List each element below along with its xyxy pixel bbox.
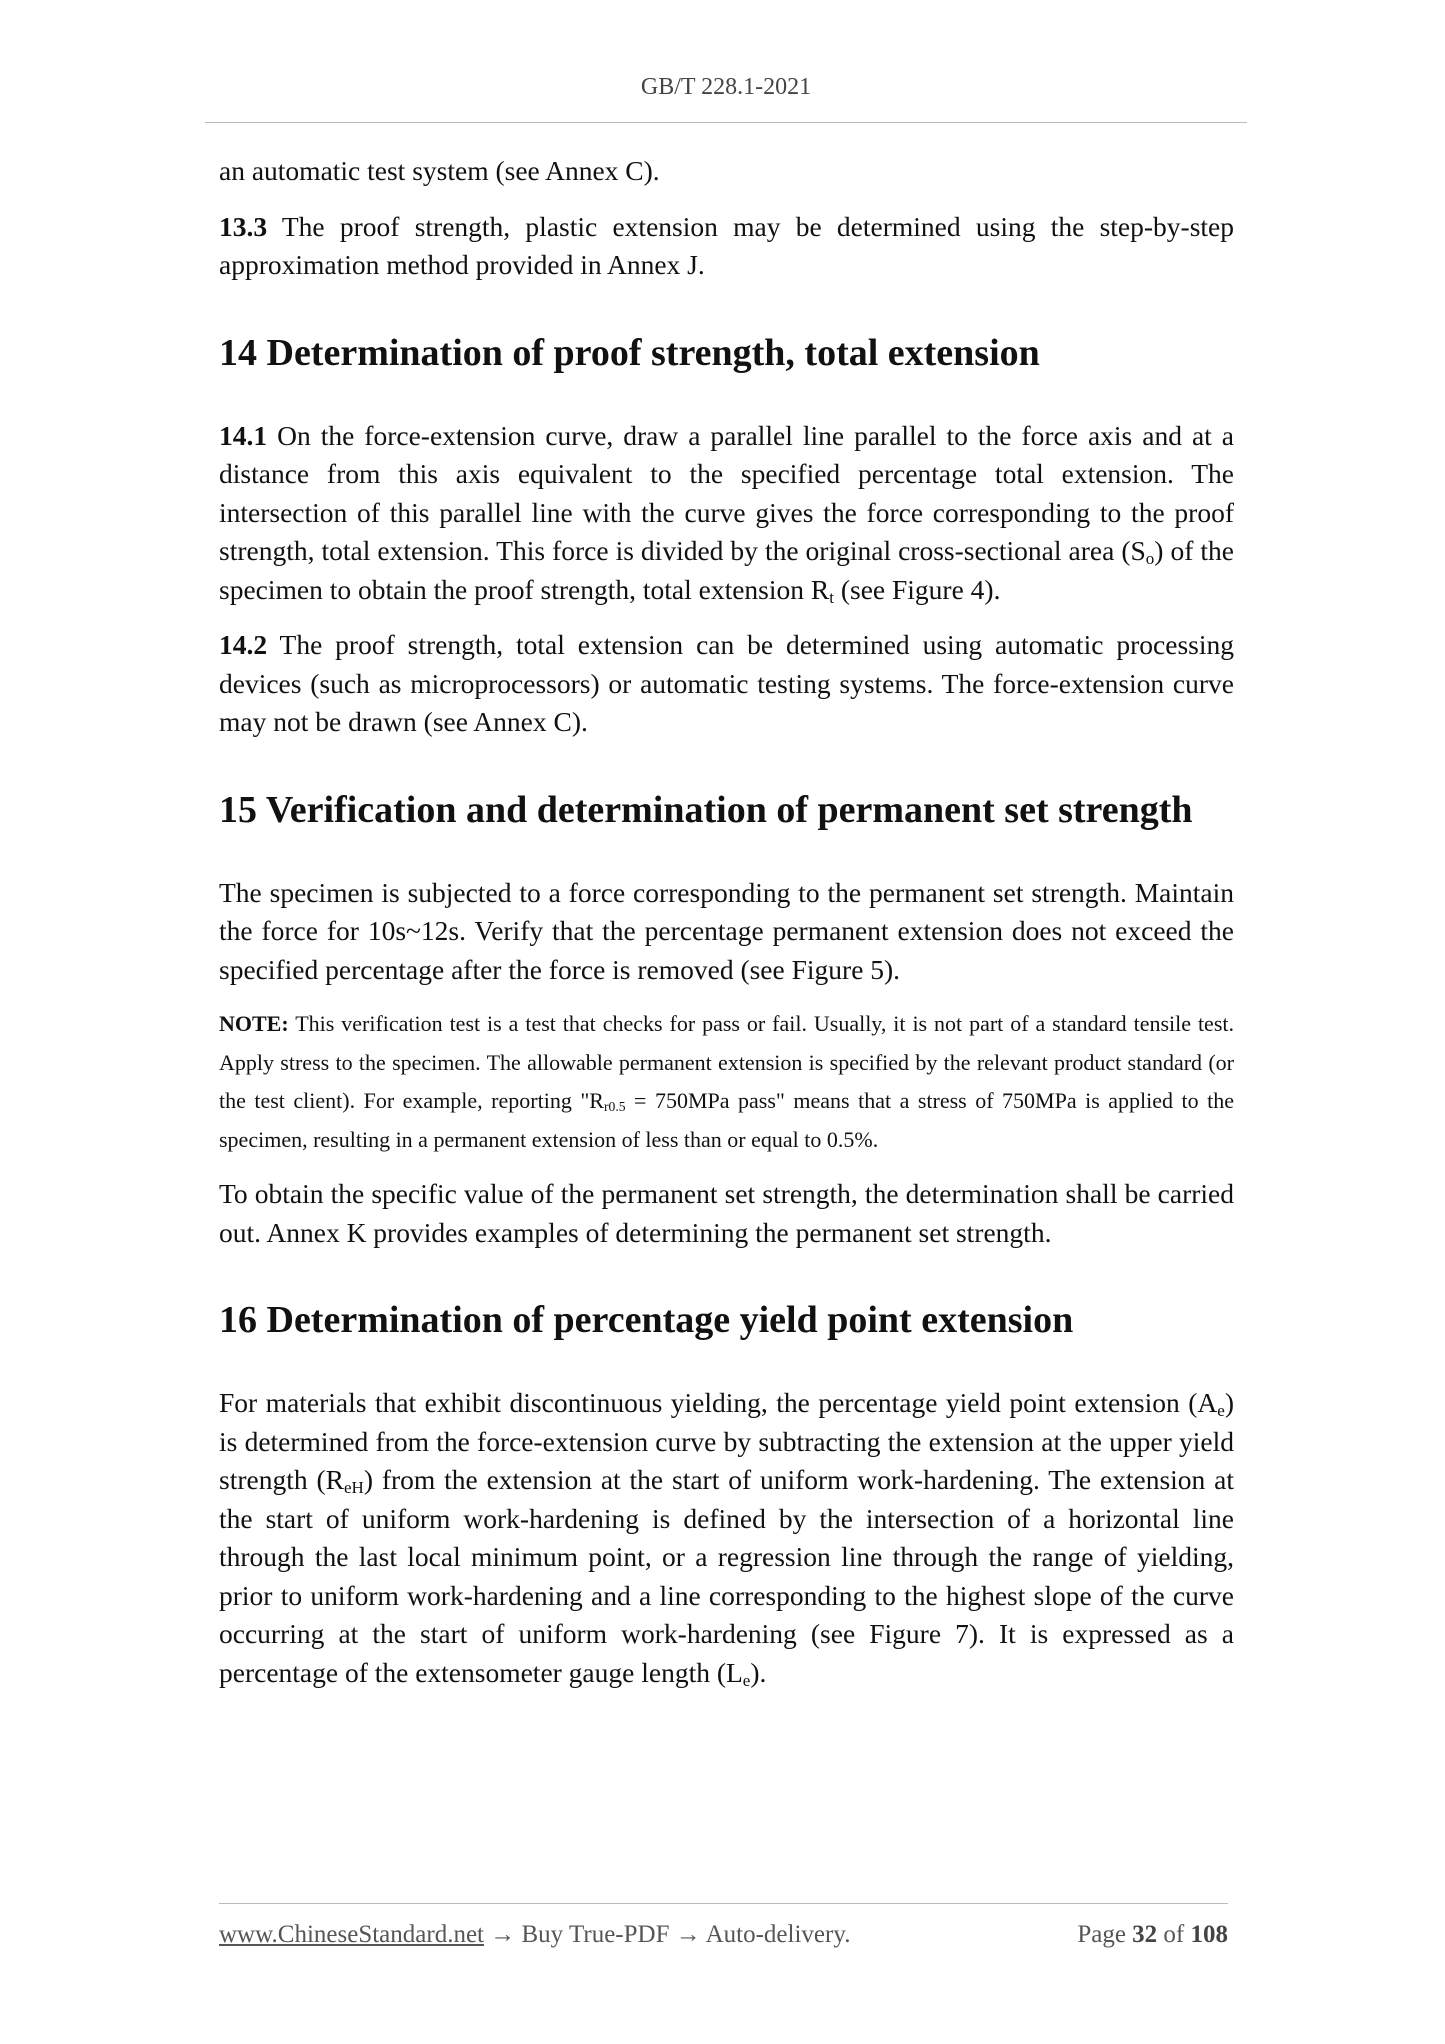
page-label: Page: [1077, 1921, 1126, 1948]
delivery-text: Auto-delivery.: [705, 1921, 851, 1948]
section-number: 14: [219, 331, 257, 374]
clause-number: 13.3: [219, 210, 268, 242]
subscript: e: [1217, 1400, 1225, 1420]
paragraph-text: To obtain the specific value of the permanent set strength, the determination shall be carried out. Annex K provides examples of determining the permanent set strength.: [219, 1178, 1234, 1248]
section-number: 16: [219, 1299, 257, 1341]
subscript: e: [742, 1670, 751, 1690]
section-title: Verification and determination of permanent set strength: [257, 788, 1193, 831]
document-body: [219, 152, 1234, 1692]
footer-promo: [219, 1921, 850, 1949]
note-label: NOTE:: [219, 1011, 289, 1036]
arrow-right-icon: →: [675, 1921, 701, 1948]
note-text: This verification test is a test that checks for pass or fail. Usually, it is not part of a standard tensile test. Apply stress to the specimen. The allowable permanent extension is specified by the relevant product standard (or the test client). For example, reporting "R: [219, 1011, 1234, 1113]
page-number: [1077, 1921, 1228, 1949]
section-heading-14: [219, 329, 1234, 377]
note: [219, 1005, 1234, 1159]
clause-14-2: [219, 626, 1234, 742]
clause-text: The proof strength, plastic extension may be determined using the step-by-step approximation method provided in Annex J.: [219, 210, 1234, 280]
section-title: Determination of proof strength, total extension: [257, 331, 1040, 374]
paragraph-16: [219, 1384, 1234, 1692]
clause-text: The proof strength, total extension can be determined using automatic processing devices (such as microprocessors) or automatic testing systems. The force-extension curve may not be drawn (see Annex C).: [219, 629, 1234, 737]
website-link[interactable]: www.ChineseStandard.net: [219, 1921, 484, 1948]
section-heading-16: [219, 1296, 1234, 1344]
subscript: t: [829, 587, 834, 607]
paragraph-text: ) from the extension at the start of uniform work-hardening. The extension at the start of uniform work-hardening is defined by the intersection of a horizontal line through the last local minimum point, or a regression line through the range of yielding, prior to uniform work-hardening and a line corresponding to the highest slope of the curve occurring at the start of uniform work-hardening (see Figure 7). It is expressed as a percentage of the extensometer gauge length (L: [219, 1464, 1234, 1688]
section-heading-15: [219, 786, 1234, 834]
clause-text: (see Figure 4).: [833, 573, 1001, 605]
clause-14-1: [219, 417, 1234, 610]
paragraph-text: ).: [750, 1656, 767, 1688]
clause-number: 14.2: [219, 629, 268, 660]
page-current: 32: [1132, 1921, 1158, 1948]
paragraph-text: ) is determined from the force-extension curve by subtracting the extension at the upper yield strength (R: [219, 1387, 1234, 1495]
page-header: GB/T 228.1-2021: [640, 74, 812, 100]
subscript: r0.5: [603, 1099, 626, 1114]
footer-divider: [219, 1903, 1228, 1904]
arrow-right-icon: →: [490, 1921, 516, 1948]
clause-number: 14.1: [219, 419, 268, 451]
paragraph-15: [219, 874, 1234, 990]
paragraph-continuation: [219, 152, 1234, 191]
paragraph-text: For materials that exhibit discontinuous yielding, the percentage yield point extension (A: [219, 1387, 1218, 1418]
clause-text: On the force-extension curve, draw a parallel line parallel to the force axis and at a distance from this axis equivalent to the specified percentage total extension. The intersection of this parallel line with the curve gives the force corresponding to the proof strength, total extension. This force is divided by the original cross-sectional area (S: [219, 419, 1234, 566]
subscript: o: [1145, 548, 1155, 568]
paragraph-text: an automatic test system (see Annex C).: [219, 155, 660, 186]
page-of: of: [1163, 1921, 1185, 1948]
clause-text: ) of the specimen to obtain the proof strength, total extension R: [219, 535, 1234, 605]
clause-13-3: [219, 208, 1234, 285]
page-total: 108: [1190, 1921, 1228, 1948]
buy-text: Buy True-PDF: [521, 1921, 670, 1948]
paragraph-text: The specimen is subjected to a force corresponding to the permanent set strength. Maintain the force for 10s~12s. Verify that the percentage permanent extension does not exceed the specified percentage after the force is removed (see Figure 5).: [219, 876, 1234, 985]
header-divider: [205, 122, 1247, 123]
section-title: Determination of percentage yield point extension: [257, 1299, 1074, 1341]
note-text: = 750MPa pass" means that a stress of 750MPa is applied to the specimen, resulting in a permanent extension of less than or equal to 0.5%.: [219, 1088, 1234, 1152]
subscript: eH: [343, 1477, 364, 1497]
section-number: 15: [219, 788, 257, 831]
paragraph-15b: [219, 1175, 1234, 1252]
